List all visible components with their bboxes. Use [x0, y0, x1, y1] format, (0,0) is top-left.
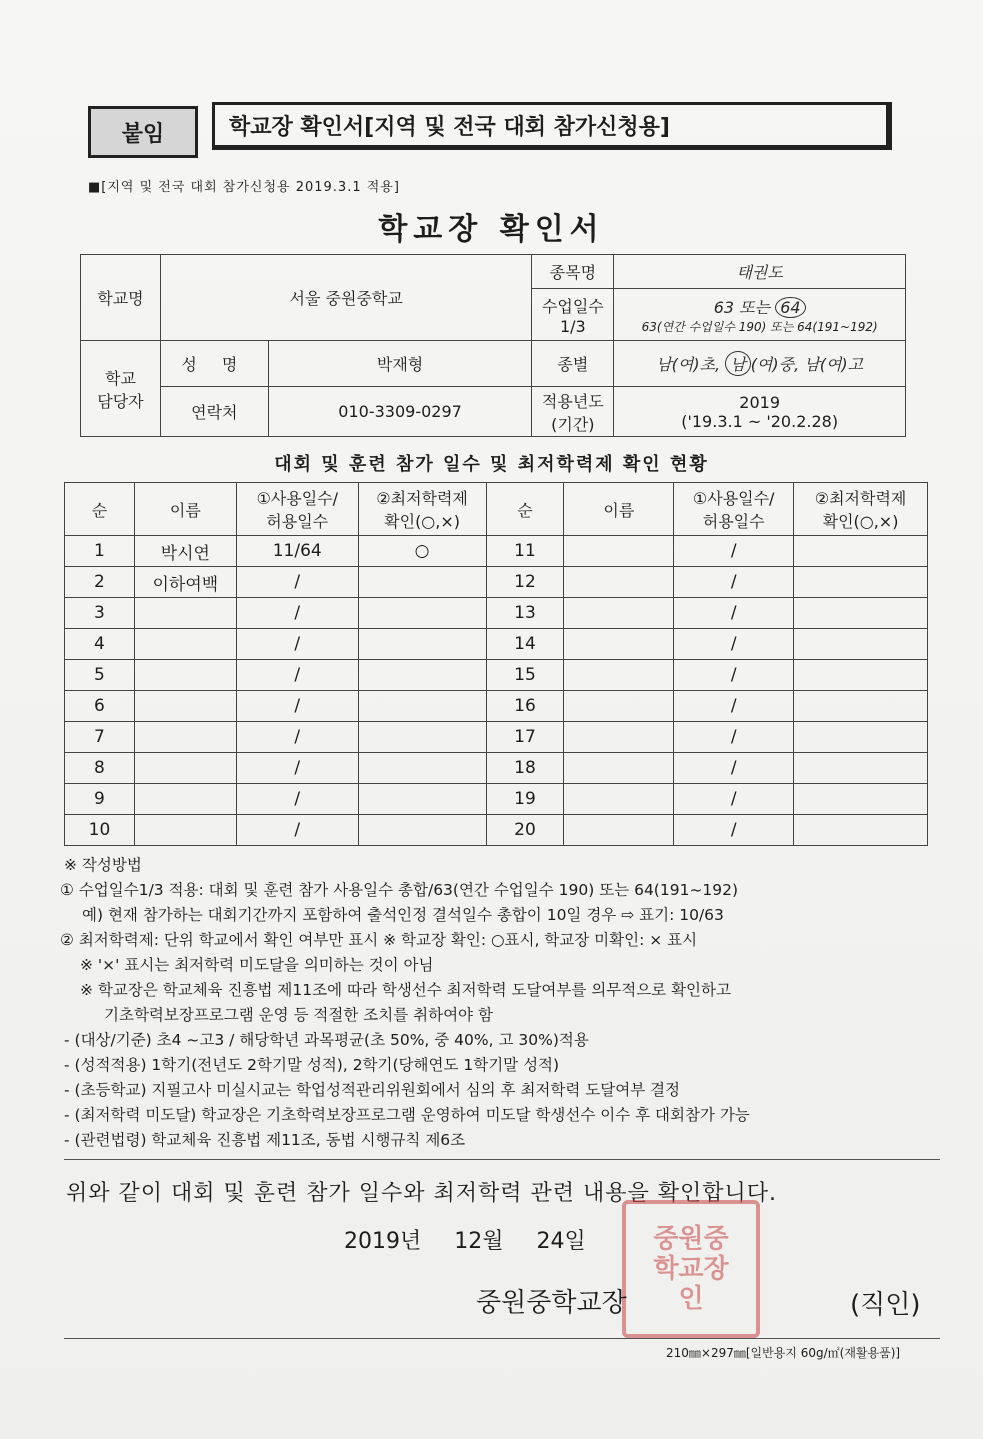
- year-value: [614, 387, 906, 437]
- row-name-right: [564, 567, 674, 598]
- row-name-right: [564, 660, 674, 691]
- row-no-left: 10: [65, 815, 135, 846]
- year-label-line2: (기간): [551, 414, 595, 434]
- row-name-right: [564, 815, 674, 846]
- section-title: 대회 및 훈련 참가 일수 및 최저학력제 확인 현황: [274, 454, 709, 475]
- row-days-left: /: [236, 660, 358, 691]
- header-used-left: [236, 483, 358, 536]
- gender-label: 종별: [532, 341, 614, 387]
- row-days-right: /: [674, 753, 794, 784]
- row-name-right: [564, 629, 674, 660]
- row-no-left: 4: [65, 629, 135, 660]
- note-item: ② 최저학력제: 단위 학교에서 확인 여부만 표시 ※ 학교장 확인: ○표시, 학교장 미확인: × 표시: [60, 931, 698, 949]
- row-days-left: /: [236, 598, 358, 629]
- row-name-left: [134, 815, 236, 846]
- date-day: 24일: [536, 1229, 586, 1254]
- info-table: [80, 254, 906, 437]
- note-item: - (성적적용) 1학기(전년도 2학기말 성적), 2학기(당해연도 1학기말 성적): [64, 1056, 560, 1074]
- confirmation-text: 위와 같이 대회 및 훈련 참가 일수와 최저학력 관련 내용을 확인합니다.: [66, 1181, 777, 1206]
- row-name-right: [564, 722, 674, 753]
- note-item: 기초학력보장프로그램 운영 등 적절한 조치를 취하여야 함: [104, 1006, 493, 1024]
- note-item: ※ '×' 표시는 최저학력 미도달을 의미하는 것이 아님: [80, 956, 434, 974]
- row-days-left: 11/64: [236, 536, 358, 567]
- date-year: 2019년: [344, 1229, 422, 1254]
- row-name-left: [134, 722, 236, 753]
- name-value: 박재형: [268, 341, 532, 387]
- row-name-left: [134, 753, 236, 784]
- row-days-left: /: [236, 691, 358, 722]
- year-label-line1: 적용년도: [541, 391, 604, 411]
- row-days-left: /: [236, 753, 358, 784]
- contact-label: 연락처: [160, 387, 268, 437]
- table-row: [65, 815, 928, 846]
- header-title: 학교장 확인서[지역 및 전국 대회 참가신청용]: [212, 102, 892, 150]
- gender-value-1: 남(여)초,: [656, 355, 721, 374]
- note-item: ※ 학교장은 학교체육 진흥법 제11조에 따라 학생선수 최저학력 도달여부를 의무적으로 확인하고: [80, 981, 731, 999]
- header-used-left-2: 허용일수: [266, 512, 329, 531]
- table-row: [65, 660, 928, 691]
- row-name-right: [564, 598, 674, 629]
- row-days-right: /: [674, 691, 794, 722]
- year-label: [532, 387, 614, 437]
- row-check-left: [358, 660, 486, 691]
- row-check-left: [358, 598, 486, 629]
- note-item: - (관련법령) 학교체육 진흥법 제11조, 동법 시행규칙 제6조: [64, 1131, 466, 1149]
- row-check-left: [358, 722, 486, 753]
- header-used-left-1: ①사용일수/: [256, 489, 338, 508]
- row-no-left: 6: [65, 691, 135, 722]
- sport-value: 태권도: [614, 255, 906, 289]
- note-item: ① 수업일수1/3 적용: 대회 및 훈련 참가 사용일수 총합/63(연간 수업일수 190) 또는 64(191~192): [60, 881, 739, 899]
- row-check-left: [358, 784, 486, 815]
- school-label: 학교명: [81, 255, 161, 341]
- row-no-right: 17: [486, 722, 564, 753]
- row-check-right: [794, 722, 928, 753]
- participation-table: [64, 482, 928, 846]
- row-days-right: /: [674, 784, 794, 815]
- row-no-left: 5: [65, 660, 135, 691]
- row-days-right: /: [674, 722, 794, 753]
- row-no-left: 2: [65, 567, 135, 598]
- days-value-circled: 64: [775, 297, 805, 318]
- header-name-left: 이름: [134, 483, 236, 536]
- signer-name: 중원중학교장: [476, 1288, 627, 1318]
- days-value: [614, 289, 906, 341]
- row-days-right: /: [674, 536, 794, 567]
- header-min-right-2: 확인(○,×): [822, 512, 899, 531]
- row-name-left: [134, 784, 236, 815]
- row-name-left: 이하여백: [134, 567, 236, 598]
- header-min-left-2: 확인(○,×): [384, 512, 461, 531]
- table-row: [65, 536, 928, 567]
- form-note: ■[지역 및 전국 대회 참가신청용 2019.3.1 적용]: [88, 180, 400, 195]
- header-min-right-1: ②최저학력제: [814, 489, 907, 508]
- header-used-right-1: ①사용일수/: [692, 489, 775, 508]
- row-name-left: [134, 629, 236, 660]
- row-name-right: [564, 691, 674, 722]
- row-check-right: [794, 815, 928, 846]
- document-title: 학교장 확인서: [378, 212, 605, 247]
- row-days-left: /: [236, 815, 358, 846]
- header-name-right: 이름: [564, 483, 674, 536]
- row-days-right: /: [674, 567, 794, 598]
- row-no-left: 7: [65, 722, 135, 753]
- days-label-line2: 1/3: [559, 316, 586, 336]
- days-label-line1: 수업일수: [541, 296, 604, 316]
- row-check-left: [358, 567, 486, 598]
- row-no-right: 18: [486, 753, 564, 784]
- gender-value-2-circled: 남: [725, 351, 750, 376]
- gender-value-2: (여)중: [750, 355, 795, 374]
- row-days-right: /: [674, 660, 794, 691]
- row-no-left: 1: [65, 536, 135, 567]
- instructions: [60, 853, 940, 1153]
- row-no-right: 16: [486, 691, 564, 722]
- staff-label-line1: 학교: [104, 368, 136, 388]
- header-used-right-2: 허용일수: [702, 512, 765, 531]
- row-days-right: /: [674, 598, 794, 629]
- header-min-left: [358, 483, 486, 536]
- row-check-right: [794, 567, 928, 598]
- header: [88, 100, 900, 158]
- table-row: [65, 598, 928, 629]
- row-check-left: ○: [358, 536, 486, 567]
- staff-label: [81, 341, 161, 437]
- sport-label: 종목명: [532, 255, 614, 289]
- header-no-right: 순: [486, 483, 564, 536]
- issue-date: [344, 1224, 586, 1255]
- days-value-sub: 63(연간 수업일수 190) 또는 64(191~192): [641, 319, 878, 334]
- note-item: - (최저학력 미도달) 학교장은 기초학력보장프로그램 운영하여 미도달 학생선수 이수 후 대회참가 가능: [64, 1106, 750, 1124]
- row-check-right: [794, 660, 928, 691]
- table-row: [65, 753, 928, 784]
- school-value: 서울 중원중학교: [160, 255, 532, 341]
- row-no-left: 3: [65, 598, 135, 629]
- row-name-right: [564, 753, 674, 784]
- row-check-right: [794, 598, 928, 629]
- table-row: [65, 784, 928, 815]
- row-days-left: /: [236, 567, 358, 598]
- official-seal: [622, 1200, 760, 1338]
- row-name-left: [134, 691, 236, 722]
- days-value-main: 63 또는: [713, 297, 771, 317]
- name-label: 성 명: [160, 341, 268, 387]
- header-min-left-1: ②최저학력제: [376, 489, 468, 508]
- row-days-left: /: [236, 629, 358, 660]
- row-check-left: [358, 629, 486, 660]
- row-no-right: 19: [486, 784, 564, 815]
- row-check-left: [358, 753, 486, 784]
- table-body: [65, 536, 928, 846]
- row-no-right: 15: [486, 660, 564, 691]
- staff-label-line2: 담당자: [97, 391, 144, 411]
- days-label: [532, 289, 614, 341]
- gender-value: [614, 341, 906, 387]
- note-item: 예) 현재 참가하는 대회기간까지 포함하여 출석인정 결석일수 총합이 10일 경우 ⇨ 표기: 10/63: [82, 906, 724, 924]
- row-check-right: [794, 753, 928, 784]
- row-no-right: 20: [486, 815, 564, 846]
- table-row: [65, 567, 928, 598]
- note-item: - (초등학교) 지필고사 미실시교는 학업성적관리위원회에서 심의 후 최저학력 도달여부 결정: [64, 1081, 681, 1099]
- row-name-right: [564, 784, 674, 815]
- row-no-right: 14: [486, 629, 564, 660]
- attachment-tag: 붙임: [88, 106, 198, 158]
- row-check-right: [794, 536, 928, 567]
- year-value-period: ('19.3.1 ~ '20.2.28): [681, 411, 839, 431]
- seal-mark: (직인): [850, 1290, 921, 1320]
- row-no-right: 12: [486, 567, 564, 598]
- row-check-right: [794, 691, 928, 722]
- row-check-left: [358, 691, 486, 722]
- gender-value-3: , 남(여)고: [794, 355, 864, 374]
- paper-spec: 210㎜×297㎜[일반용지 60g/㎡(재활용품)]: [666, 1346, 901, 1360]
- table-row: [65, 691, 928, 722]
- table-row: [65, 629, 928, 660]
- row-no-left: 9: [65, 784, 135, 815]
- row-no-left: 8: [65, 753, 135, 784]
- row-days-left: /: [236, 722, 358, 753]
- row-days-right: /: [674, 815, 794, 846]
- table-row: [65, 722, 928, 753]
- footer-divider: [64, 1338, 940, 1339]
- row-name-right: [564, 536, 674, 567]
- seal-text: 중원중학교장인: [653, 1224, 729, 1314]
- date-month: 12월: [454, 1229, 504, 1254]
- row-name-left: [134, 660, 236, 691]
- row-check-right: [794, 629, 928, 660]
- row-no-right: 13: [486, 598, 564, 629]
- header-min-right: [794, 483, 928, 536]
- header-no-left: 순: [65, 483, 135, 536]
- row-no-right: 11: [486, 536, 564, 567]
- year-value-year: 2019: [739, 392, 780, 412]
- row-check-right: [794, 784, 928, 815]
- contact-value: 010-3309-0297: [268, 387, 532, 437]
- note-item: - (대상/기준) 초4 ~고3 / 해당학년 과목평균(초 50%, 중 40%, 고 30%)적용: [64, 1031, 589, 1049]
- divider: [64, 1159, 940, 1160]
- table-header-row: [65, 483, 928, 536]
- row-name-left: 박시연: [134, 536, 236, 567]
- row-days-left: /: [236, 784, 358, 815]
- note-heading: ※ 작성방법: [64, 856, 142, 874]
- row-days-right: /: [674, 629, 794, 660]
- row-check-left: [358, 815, 486, 846]
- row-name-left: [134, 598, 236, 629]
- header-used-right: [674, 483, 794, 536]
